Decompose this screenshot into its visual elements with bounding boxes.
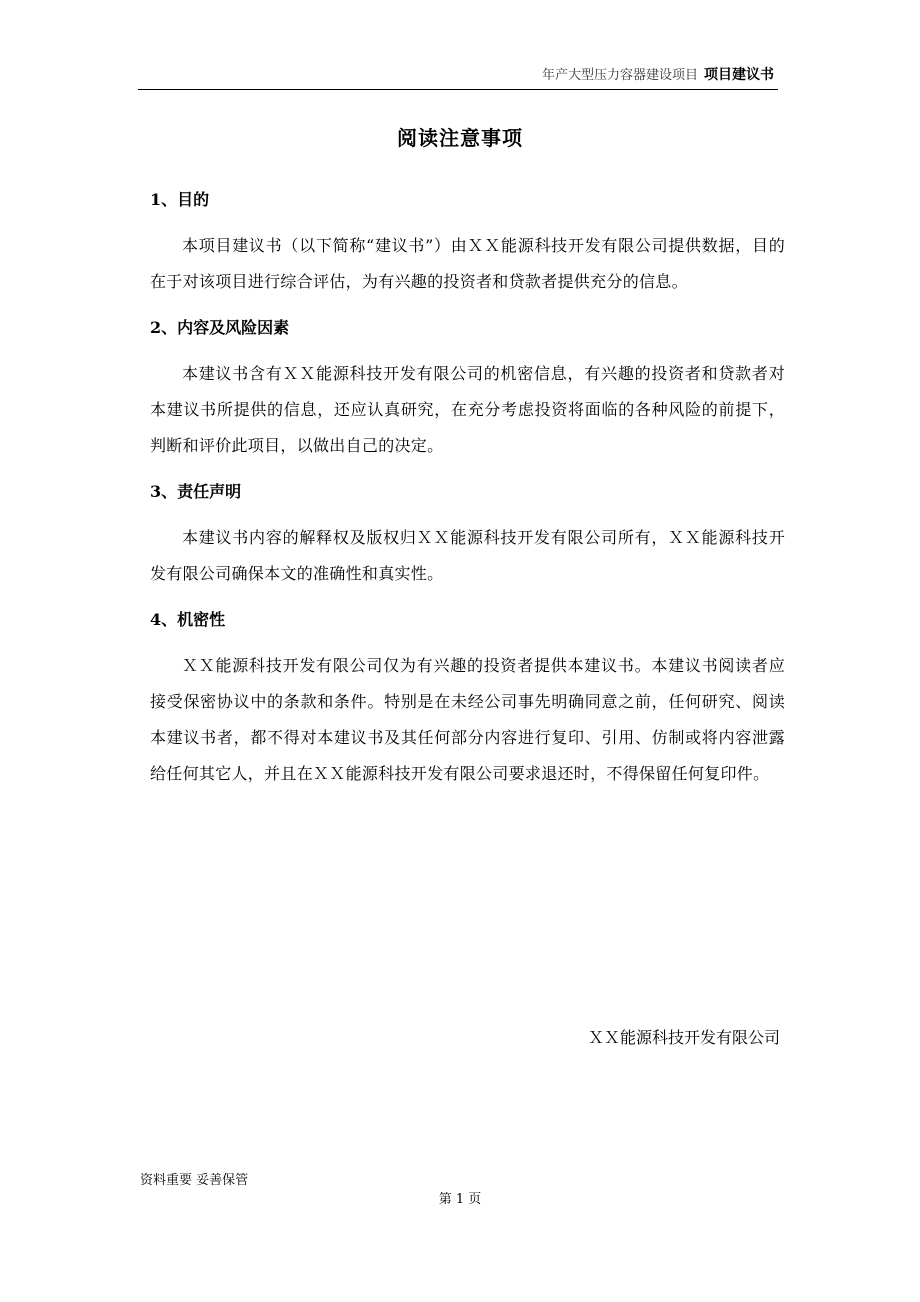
section-heading: 4、机密性 xyxy=(150,610,226,629)
section-heading: 3、责任声明 xyxy=(150,482,242,501)
footer-note: 资料重要 妥善保管 xyxy=(140,1173,249,1188)
company-signature: ＸＸ能源科技开发有限公司 xyxy=(587,1028,780,1047)
section-purpose xyxy=(150,186,785,300)
section-paragraph: ＸＸ能源科技开发有限公司仅为有兴趣的投资者提供本建议书。本建议书阅读者应接受保密协议中的条款和条件。特别是在未经公司事先明确同意之前，任何研究、阅读本建议书者，都不得对本建议书及其任何部分内容进行复印、引用、仿制或将内容泄露给任何其它人，并且在ＸＸ能源科技开发有限公司要求退还时，不得保留任何复印件。 xyxy=(150,656,785,783)
section-heading: 1、目的 xyxy=(150,190,210,209)
section-content-risk xyxy=(150,314,785,464)
header-project-name: 年产大型压力容器建设项目 xyxy=(541,68,698,83)
section-heading: 2、内容及风险因素 xyxy=(150,318,290,337)
document-title: 阅读注意事项 xyxy=(397,126,523,150)
section-paragraph: 本项目建议书（以下简称“建议书”）由ＸＸ能源科技开发有限公司提供数据，目的在于对该项目进行综合评估，为有兴趣的投资者和贷款者提供充分的信息。 xyxy=(150,236,785,291)
section-paragraph: 本建议书内容的解释权及版权归ＸＸ能源科技开发有限公司所有，ＸＸ能源科技开发有限公司确保本文的准确性和真实性。 xyxy=(150,528,785,583)
page-header xyxy=(138,64,778,90)
header-text xyxy=(542,66,774,85)
section-liability xyxy=(150,478,785,592)
header-document-type: 项目建议书 xyxy=(704,67,774,83)
section-paragraph: 本建议书含有ＸＸ能源科技开发有限公司的机密信息，有兴趣的投资者和贷款者对本建议书所提供的信息，还应认真研究，在充分考虑投资将面临的各种风险的前提下，判断和评价此项目，以做出自己的决定。 xyxy=(150,364,785,455)
document-body xyxy=(150,186,785,806)
section-confidentiality xyxy=(150,606,785,792)
page-number: 第 1 页 xyxy=(438,1192,482,1207)
